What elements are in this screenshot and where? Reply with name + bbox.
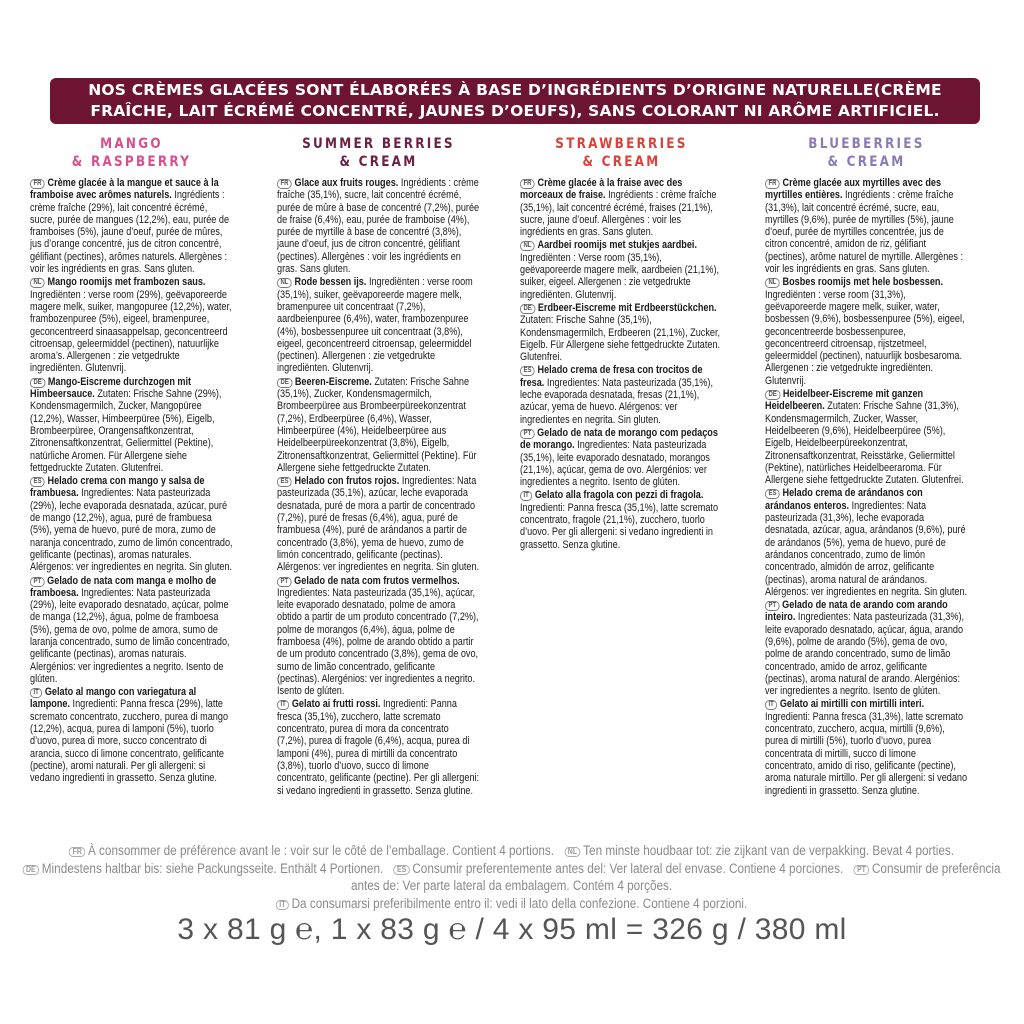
entry-title: Helado crema con mango y salsa de frambuesa. bbox=[30, 475, 205, 500]
entry-body: Ingredientes: Nata pasteurizada (31,3%), leche evaporada desnatada, azúcar, agua, arándanos (9,6%), puré de arándanos (5%), yema de huevo, puré de arándanos concentrado, zumo de limón concentrado, almidón de arroz, gelificante (pectinas), aroma natural de arándanos. Alérgenos: ver ingredientes en negrita. Sin gluten. bbox=[765, 499, 968, 598]
entry-body: Ingrediënten : verse room (35,1%), suiker, geëvaporeerde magere melk, bramenpuree uit concentraat (7,2%), aardbeienpuree (6,4%), water, frambozenpuree (4%), bosbessenpuree uit concentraat (3,8%), eigeel, geconcentreerd citroensap, geleermiddel (pectinen). Allergenen : zie vetgedrukte ingrediënten. Glutenvrij. bbox=[277, 276, 473, 375]
entry-body: Ingredientes: Nata pasteurizada (35,1%), leite evaporado desnatado, morangos (21,1%), açúcar, gema de ovo. Alergénios: ver ingredientes a negrito. Isento de glúten. bbox=[520, 439, 710, 489]
entry-title: Gelato al mango con variegatura al lampone. bbox=[30, 686, 197, 711]
lang-badge-nl: NL bbox=[520, 241, 535, 251]
flavor-title: SUMMER BERRIES & CREAM bbox=[302, 136, 455, 170]
lang-badge-de: DE bbox=[520, 304, 535, 314]
ingredient-entry-de bbox=[277, 376, 480, 474]
entry-body: Ingredientes: Nata pasteurizada (35,1%), leche evaporada desnatada, fresas (21,1%), azúcar, yema de huevo. Alérgenos: ver ingredientes en negrita. Sin gluten. bbox=[520, 376, 713, 426]
ingredient-entry-it bbox=[277, 698, 480, 796]
lang-badge-fr: FR bbox=[765, 179, 780, 189]
entry-title: Helado crema de arándanos con arándanos enteros. bbox=[765, 487, 923, 512]
ingredient-entry-pt bbox=[520, 427, 723, 488]
lang-badge-nl: NL bbox=[30, 278, 45, 288]
entry-body: Ingrédients : crème fraîche (35,1%), sucre, lait concentré écrémé, purée de mûre à base de concentré (7,2%), purée de fraise (6,4%), eau, purée de framboise (4%), purée de myrtille à base de concentré (3,8%), jaune d’oeuf, jus de citron concentré, gélifiant (pectines). Allergènes : voir les ingrédients en gras. Sans gluten. bbox=[277, 177, 480, 276]
footer-best-before bbox=[20, 842, 1003, 912]
entry-title: Helado crema de fresa con trocitos de fresa. bbox=[520, 364, 703, 389]
entry-body: Ingredienti: Panna fresca (35,1%), latte scremato concentrato, fragole (21,1%), zucchero, tuorlo d’uovo. Per gli allergeni: si vedano ingredienti in grassetto. Senza glutine. bbox=[520, 501, 719, 551]
lang-badge-nl: NL bbox=[564, 847, 580, 857]
ingredient-entry-nl bbox=[520, 239, 723, 300]
ingredient-entry-es bbox=[277, 475, 480, 573]
lang-badge-pt: PT bbox=[765, 601, 780, 611]
ingredient-entry-fr bbox=[30, 177, 233, 275]
ingredient-entry-de bbox=[30, 376, 233, 474]
lang-badge-fr: FR bbox=[30, 179, 45, 189]
ingredient-entry-pt bbox=[30, 575, 233, 686]
lang-badge-it: IT bbox=[765, 700, 777, 710]
ingredient-entry-pt bbox=[765, 599, 968, 697]
entry-body: Ingredientes: Nata pasteurizada (29%), leche evaporada desnatada, azúcar, puré de mango (12,2%), agua, puré de frambuesa (5%), yema de huevo, puré de mora, zumo de naranja concentrado, zumo de limón concentrado, gelificante (pectinas), aromas naturales. Alérgenos: ver ingredientes en negrita. Sin gluten. bbox=[30, 487, 233, 574]
entry-title: Glace aux fruits rouges. bbox=[294, 177, 399, 189]
entry-body: Zutaten: Frische Sahne (35,1%), Kondensmagermilch, Erdbeeren (21,1%), Zucker, Eigelb. Für Allergene siehe fettgedruckte Zutaten. Glutenfrei. bbox=[520, 314, 721, 364]
entry-body: Ingrédients : crème fraîche (29%), lait concentré écrémé, sucre, purée de mangues (12,2%), eau, purée de framboises (5%), jaune d’oeuf, purée de mûres, jus d’orange concentré, jus de citron concentré, gélifiant (pectines), arômes naturels. Allergènes : voir les ingrédients en gras. Sans gluten. bbox=[30, 189, 230, 276]
flavor-title: STRAWBERRIES & CREAM bbox=[555, 136, 688, 170]
entry-body: Zutaten: Frische Sahne (29%), Kondensmagermilch, Zucker, Mangopüree (12,2%), Wasser, Himbeerpüree (5%), Eigelb, Brombeerpüree, Orangensaftkonzentrat, Zitronensaftkonzentrat, Geliermittel (Pektine), natürliche Aromen. Für Allergene siehe fettgedruckte Zutaten. Glutenfrei. bbox=[30, 388, 222, 474]
entries bbox=[277, 177, 480, 797]
lang-badge-fr: FR bbox=[69, 847, 85, 857]
ingredient-entry-nl bbox=[277, 276, 480, 374]
lang-badge-es: ES bbox=[520, 366, 535, 376]
lang-badge-nl: NL bbox=[765, 278, 780, 288]
footer-line-1: FR À consommer de préférence avant le : voir sur le côté de l’emballage. Contient 4 portions. NL Ten minste houdbaar tot: zie zijkant van de verpakking. Bevat 4 porties. bbox=[20, 842, 1003, 860]
ingredient-entry-es bbox=[30, 475, 233, 573]
entry-body: Ingredientes: Nata pasteurizada (35,1%), açúcar, leite evaporado desnatado, polme de amora obtido a partir de um produto concentrado (7,2%), polme de morangos (6,4%), água, polme de framboesa (4%), polme de arando obtido a partir de um produto concentrado (3,8%), gema de ovo, sumo de limão concentrado, gelificante (pectinas). Alergénios: ver ingredientes a negrito. Isento de glúten. bbox=[277, 586, 479, 698]
ingredient-entry-it bbox=[30, 686, 233, 784]
ingredient-entry-it bbox=[765, 698, 968, 796]
entries bbox=[765, 177, 968, 797]
ingredient-entry-nl bbox=[30, 276, 233, 374]
footer-line-3: IT Da consumarsi preferibilmente entro il: vedi il lato della confezione. Contiene 4 porzioni. bbox=[20, 895, 1003, 913]
entry-title: Gelado de nata de arando com arando inteiro. bbox=[765, 599, 948, 624]
entry-body: Ingrediënten : verse room (29%), geëvaporeerde magere melk, suiker, mangopuree (12,2%), water, frambozenpuree (5%), eigeel, bramenpuree, geconcentreerd sinaasappelsap, geconcentreerd citroensap, geleermiddel (pectinen), natuurlijke aroma’s. Allergenen : zie vetgedrukte ingrediënten. Glutenvrij. bbox=[30, 288, 232, 375]
entry-title: Mango-Eiscreme durchzogen mit Himbeersauce. bbox=[30, 375, 192, 401]
lang-badge-de: DE bbox=[30, 378, 45, 388]
entry-body: Ingrediënten : verse room (31,3%), geëvaporeerde magere melk, suiker, water, bosbessen (9,6%), bosbessenpuree (5%), eigeel, geconcentreerde bosbessenpuree, geconcentreerd citroensap, rijstzetmeel, geleermiddel (pectinen), natuurlijk bosbesaroma. Allergenen : zie vetgedrukte ingrediënten. Glutenvrij. bbox=[765, 288, 965, 387]
banner-line-1: NOS CRÈMES GLACÉES SONT ÉLABORÉES À BASE D’INGRÉDIENTS D’ORIGINE NATURELLE(CRÈME bbox=[88, 81, 942, 99]
entry-title: Gelado de nata de morango com pedaços de morango. bbox=[520, 426, 718, 452]
entries bbox=[30, 177, 233, 785]
flavor-title: MANGO & RASPBERRY bbox=[71, 136, 192, 170]
lang-badge-fr: FR bbox=[277, 179, 292, 189]
lang-badge-pt: PT bbox=[520, 429, 535, 439]
lang-badge-es: ES bbox=[30, 477, 45, 487]
entry-title: Gelado de nata com manga e molho de framboesa. bbox=[30, 574, 217, 599]
lang-badge-pt: PT bbox=[277, 577, 292, 587]
column-strawberries bbox=[520, 135, 723, 552]
entry-body: Ingredientes: Nata pasteurizada (29%), leite evaporado desnatado, açúcar, polme de manga (12,2%), água, polme de framboesa (5%), gema de ovo, polme de amora, sumo de laranja concentrado, sumo de limão concentrado, gelificante (pectinas), aromas naturais. Alergénios: ver ingredientes a negrito. Isento de glúten. bbox=[30, 586, 230, 685]
lang-badge-it: IT bbox=[520, 491, 532, 501]
entry-body: Ingrediënten : Verse room (35,1%), geëvaporeerde magere melk, aardbeien (21,1%), suiker, eigeel. Allergenen : zie vetgedrukte ingrediënten. Glutenvrij. bbox=[520, 251, 720, 301]
entry-title: Crème glacée à la mangue et sauce à la framboise avec arômes naturels. bbox=[30, 177, 219, 202]
net-weight: 3 x 81 g ℮, 1 x 83 g ℮ / 4 x 95 ml = 326 g / 380 ml bbox=[177, 913, 847, 946]
lang-badge-pt: PT bbox=[30, 577, 45, 587]
lang-badge-it: IT bbox=[276, 900, 289, 910]
entry-title: Gelato alla fragola con pezzi di fragola. bbox=[534, 489, 704, 502]
lang-badge-de: DE bbox=[277, 378, 292, 388]
ingredient-entry-fr bbox=[277, 177, 480, 275]
entry-title: Gelato ai frutti rossi. bbox=[291, 698, 381, 711]
entry-body: Zutaten: Frische Sahne (35,1%), Zucker, Kondensmagermilch, Brombeerpüree aus Brombeerpüreekonzentrat (7,2%), Erdbeerpüree (6,4%), Wasser, Himbeerpüree (4%), Heidelbeerpüree aus Heidelbeerpüreekonzentrat (3,8%), Eigelb, Zitronensaftkonzentrat, Geliermittel (Pektine). Für Allergene siehe fettgedruckte Zutaten. bbox=[277, 375, 477, 474]
ingredient-entry-nl bbox=[765, 276, 968, 387]
lang-badge-it: IT bbox=[277, 700, 289, 710]
column-blueberries bbox=[765, 135, 968, 798]
entry-title: Gelado de nata com frutos vermelhos. bbox=[294, 574, 460, 587]
entry-body: Ingredientes: Nata pasteurizada (31,3%), leite evaporado desnatado, açúcar, água, arando (9,6%), polme de arando (5%), gema de ovo, polme de arando concentrado, sumo de limão concentrado, amido de arroz, gelificante (pectinas), aroma natural de arando. Alergénios: ver ingredientes a negrito. Isento de glúten. bbox=[765, 611, 965, 698]
lang-badge-nl: NL bbox=[277, 278, 292, 288]
footer-line-2: DE Mindestens haltbar bis: siehe Packungsseite. Enthält 4 Portionen. ES Consumir preferentemente antes del: Ver lateral del envase. Contiene 4 porciones. PT Consumir de preferência antes de: Ver parte lateral da embalagem. Contém 4 porções. bbox=[20, 860, 1003, 895]
lang-badge-es: ES bbox=[277, 477, 292, 487]
banner-line-2: FRAÎCHE, LAIT ÉCRÉMÉ CONCENTRÉ, JAUNES D’OEUFS), SANS COLORANT NI ARÔME ARTIFICIEL. bbox=[90, 102, 940, 120]
header-banner bbox=[50, 78, 980, 124]
entry-title: Beeren-Eiscreme. bbox=[294, 375, 372, 388]
entry-title: Mango roomijs met frambozen saus. bbox=[47, 276, 206, 289]
ingredient-entry-es bbox=[765, 487, 968, 598]
flavor-title: BLUEBERRIES & CREAM bbox=[808, 136, 925, 170]
ingredient-entry-it bbox=[520, 489, 723, 550]
entry-body: Ingredienti: Panna fresca (29%), latte scremato concentrato, zucchero, purea di mango (12,2%), acqua, purea di lamponi (5%), tuorlo d’uovo, purea di more, succo concentrato di arancia, succo di limone concentrato, gelificante (pectine), aromi naturali. Per gli allergeni: si vedano ingredienti in grassetto. Senza glutine. bbox=[30, 698, 229, 785]
lang-badge-de: DE bbox=[765, 390, 780, 400]
entry-body: Ingredientes: Nata pasteurizada (35,1%), azúcar, leche evaporada desnatada, puré de mora a partir de concentrado (7,2%), puré de fresas (6,4%), agua, puré de frambuesa (4%), puré de arándanos a partir de concentrado (3,8%), yema de huevo, zumo de limón concentrado, gelificante (pectinas). Alérgenos: ver ingredientes en negrita. Sin gluten. bbox=[277, 475, 480, 574]
entry-title: Rode bessen ijs. bbox=[294, 276, 367, 289]
entry-title: Erdbeer-Eiscreme mit Erdbeerstückchen. bbox=[537, 301, 717, 314]
ingredient-entry-es bbox=[520, 364, 723, 425]
ingredient-entry-de bbox=[520, 302, 723, 363]
entries bbox=[520, 177, 723, 551]
ingredient-entry-fr bbox=[765, 177, 968, 275]
lang-badge-es: ES bbox=[393, 865, 409, 875]
lang-badge-pt: PT bbox=[853, 865, 869, 875]
entry-title: Gelato ai mirtilli con mirtilli interi. bbox=[779, 698, 925, 711]
entry-title: Bosbes roomijs met hele bosbessen. bbox=[782, 276, 944, 289]
entry-title: Heidelbeer-Eiscreme mit ganzen Heidelbeeren. bbox=[765, 388, 924, 413]
entry-title: Crème glacée aux myrtilles avec des myrtilles entières. bbox=[765, 177, 942, 202]
lang-badge-es: ES bbox=[765, 489, 780, 499]
entry-title: Helado con frutos rojos. bbox=[294, 475, 400, 488]
entry-body: Ingredienti: Panna fresca (31,3%), latte scremato concentrato, zucchero, acqua, mirtilli (9,6%), purea di mirtilli (5%), tuorlo d’uovo, purea concentrata di mirtilli, succo di limone concentrato, amido di riso, gelificante (pectine), aroma naturale mirtillo. Per gli allergeni: si vedano ingredienti in grassetto. Senza glutine. bbox=[765, 710, 968, 797]
entry-body: Ingrédients : crème fraîche (35,1%), lait concentré écrémé, fraises (21,1%), sucre, jaune d’oeuf. Allergènes : voir les ingrédients en gras. Sans gluten. bbox=[520, 189, 717, 239]
ingredient-entry-de bbox=[765, 388, 968, 486]
entry-title: Aardbei roomijs met stukjes aardbei. bbox=[537, 239, 697, 252]
entry-body: Ingrédients : crème fraîche (31,3%), lait concentré écrémé, sucre, eau, myrtilles (9,6%), purée de myrtilles (5%), jaune d’oeuf, purée de myrtilles concentrée, jus de citron concentré, amidon de riz, gélifiant (pectines), arôme naturel de myrtille. Allergènes : voir les ingrédients en gras. Sans gluten. bbox=[765, 189, 964, 276]
lang-badge-it: IT bbox=[30, 688, 42, 698]
ingredient-entry-pt bbox=[277, 575, 480, 698]
entry-body: Ingredienti: Panna fresca (35,1%), zucchero, latte scremato concentrato, purea di mora da concentrato (7,2%), purea di fragole (6,4%), acqua, purea di lamponi (4%), purea di mirtilli da concentrato (3,8%), tuorlo d’uovo, succo di limone concentrato, gelificante (pectine). Per gli allergeni: si vedano ingredienti in grassetto. Senza glutine. bbox=[277, 698, 480, 797]
lang-badge-de: DE bbox=[23, 865, 40, 875]
ingredient-entry-fr bbox=[520, 177, 723, 238]
column-mango-raspberry bbox=[30, 135, 233, 786]
entry-body: Zutaten: Frische Sahne (31,3%), Kondensmagermilch, Zucker, Wasser, Heidelbeeren (9,6%), Heidelbeerpüree (5%), Eigelb, Heidelbeerpüreekonzentrat, Zitronensaftkonzentrat, Reisstärke, Geliermittel (Pektine), natürliches Heidelbeeraroma. Für Allergene siehe fettgedruckte Zutaten. Glutenfrei. bbox=[765, 400, 964, 487]
entry-title: Crème glacée à la fraise avec des morceaux de fraise. bbox=[520, 177, 683, 202]
column-summer-berries bbox=[277, 135, 480, 798]
lang-badge-fr: FR bbox=[520, 179, 535, 189]
